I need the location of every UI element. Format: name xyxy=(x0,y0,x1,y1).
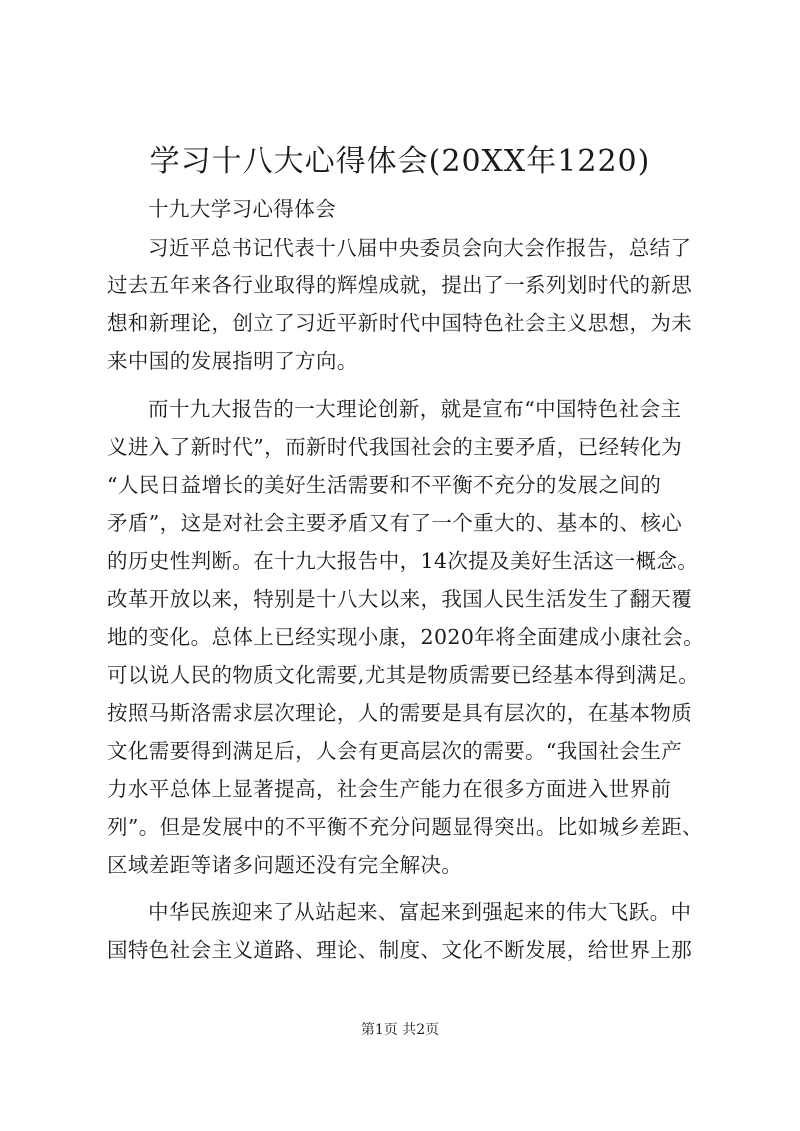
body-line: 中华民族迎来了从站起来、富起来到强起来的伟大飞跃。中 xyxy=(148,900,692,924)
body-line: 来中国的发展指明了方向。 xyxy=(107,349,358,373)
document-title: 学习十八大心得体会(20XX年1220) xyxy=(149,144,651,179)
body-line: “人民日益增长的美好生活需要和不平衡不充分的发展之间的 xyxy=(107,473,662,497)
body-line: 按照马斯洛需求层次理论，人的需要是具有层次的，在基本物质 xyxy=(107,701,693,725)
body-line: 力水平总体上显著提高，社会生产能力在很多方面进入世界前 xyxy=(107,777,672,801)
subtitle-line: 十九大学习心得体会 xyxy=(148,197,337,221)
body-line: 地的变化。总体上已经实现小康，2020年将全面建成小康社会。 xyxy=(107,625,705,649)
body-line: 过去五年来各行业取得的辉煌成就，提出了一系列划时代的新思 xyxy=(107,273,693,297)
page-footer: 第1页 共2页 xyxy=(360,1022,440,1038)
body-line: 习近平总书记代表十八届中央委员会向大会作报告，总结了 xyxy=(148,236,692,260)
body-line: 改革开放以来，特别是十八大以来，我国人民生活发生了翻天覆 xyxy=(107,587,693,611)
body-line: 的历史性判断。在十九大报告中，14次提及美好生活这一概念。 xyxy=(107,549,699,573)
body-line: 列”。但是发展中的不平衡不充分问题显得突出。比如城乡差距、 xyxy=(107,815,704,839)
body-line: 想和新理论，创立了习近平新时代中国特色社会主义思想，为未 xyxy=(107,311,693,335)
body-line: 国特色社会主义道路、理论、制度、文化不断发展，给世界上那 xyxy=(107,938,693,962)
body-line: 可以说人民的物质文化需要,尤其是物质需要已经基本得到满足。 xyxy=(107,663,700,687)
body-line: 义进入了新时代”，而新时代我国社会的主要矛盾，已经转化为 xyxy=(107,435,683,459)
body-line: 矛盾”，这是对社会主要矛盾又有了一个重大的、基本的、核心 xyxy=(107,511,683,535)
body-line: 文化需要得到满足后，人会有更高层次的需要。“我国社会生产 xyxy=(107,739,683,763)
body-line: 区域差距等诸多问题还没有完全解决。 xyxy=(107,853,463,877)
body-line: 而十九大报告的一大理论创新，就是宣布“中国特色社会主 xyxy=(148,397,682,421)
